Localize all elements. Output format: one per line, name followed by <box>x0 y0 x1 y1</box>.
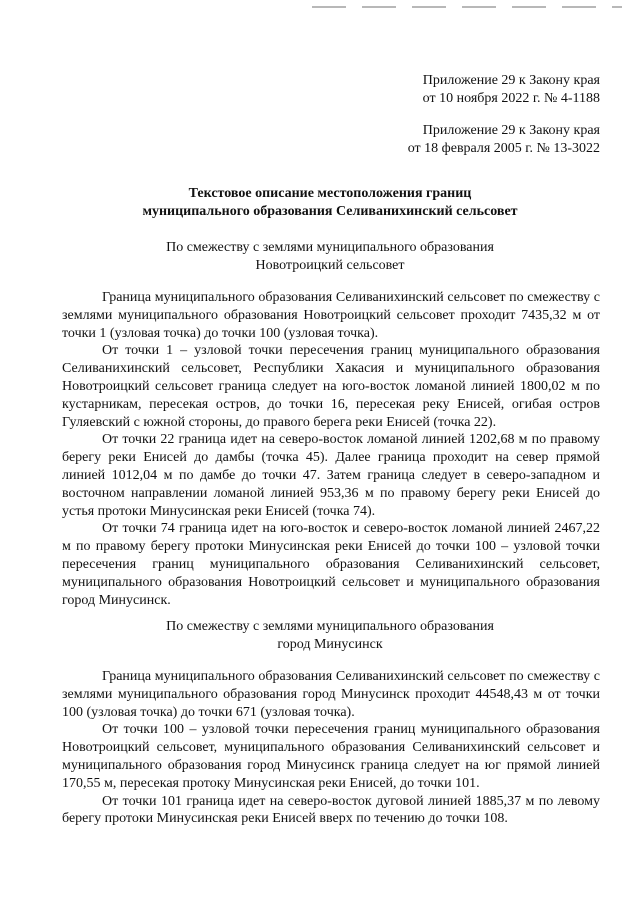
paragraph: Граница муниципального образования Селиванихинский сельсовет по смежеству с землями муниципального образования Новотроицкий сельсовет проходит 7435,32 м от точки 1 (узловая точка) до точки 100 (узловая точка). <box>62 290 600 341</box>
section-heading-line1: По смежеству с землями муниципального образования <box>166 240 494 255</box>
paragraph: От точки 22 граница идет на северо-восток ломаной линией 1202,68 м по правому берегу реки Енисей до дамбы (точка 45). Далее граница проходит на север прямой линией 1012,04 м по дамбе до точки 47. Затем граница следует в северо-западном и восточном направлении ломаной линией 953,36 м по правому берегу реки Енисей до устья протоки Минусинская реки Енисей (точка 74). <box>62 432 600 519</box>
section-body-novotroitsky <box>62 289 600 609</box>
appendix-current-reference <box>423 72 600 108</box>
paragraph: От точки 1 – узловой точки пересечения границ муниципального образования Селиванихинский сельсовет, Республики Хакасия и муниципального образования Новотроицкий сельсовет граница следует на юго-восток ломаной линией 1800,02 м по кустарникам, пересекая остров, до точки 16, пересекая реку Енисей, огибая остров Гуляевский с южной стороны, до правого берега реки Енисей (точка 22). <box>62 343 600 430</box>
document-title-line1: Текстовое описание местоположения границ <box>188 186 472 201</box>
section-heading-minusinsk <box>60 618 600 654</box>
appendix-current-line1: Приложение 29 к Закону края <box>422 73 600 88</box>
section-heading-novotroitsky <box>60 239 600 275</box>
paragraph: От точки 74 граница идет на юго-восток и северо-восток ломаной линией 2467,22 м по правому берегу протоки Минусинская реки Енисей до точки 100 – узловой точки пересечения границ муниципального образования Селиванихинский сельсовет, муниципального образования Новотроицкий сельсовет и муниципального образования город Минусинск. <box>62 521 600 608</box>
section-body-minusinsk <box>62 668 600 828</box>
document-title <box>60 185 600 221</box>
section-heading-line2: Новотроицкий сельсовет <box>255 258 405 273</box>
document-title-line2: муниципального образования Селиванихинский сельсовет <box>142 204 518 219</box>
appendix-original-line2: от 18 февраля 2005 г. № 13-3022 <box>407 141 600 156</box>
appendix-current-line2: от 10 ноября 2022 г. № 4-1188 <box>422 91 600 106</box>
paragraph: Граница муниципального образования Селиванихинский сельсовет по смежеству с землями муниципального образования город Минусинск проходит 44548,43 м от точки 100 (узловая точка) до точки 671 (узловая точка). <box>62 669 600 720</box>
section-heading-line1: По смежеству с землями муниципального образования <box>166 619 494 634</box>
appendix-original-reference <box>408 122 600 158</box>
paragraph: От точки 100 – узловой точки пересечения границ муниципального образования Новотроицкий сельсовет, муниципального образования Селиванихинский сельсовет и муниципального образования город Минусинск граница следует на юг прямой линией 170,55 м, пересекая протоку Минусинская реки Енисей, до точки 101. <box>62 722 600 791</box>
section-heading-line2: город Минусинск <box>277 637 383 652</box>
scan-edge-mark <box>312 6 622 8</box>
paragraph: От точки 101 граница идет на северо-восток дуговой линией 1885,37 м по левому берегу протоки Минусинская реки Енисей вверх по течению до точки 108. <box>62 793 600 827</box>
appendix-original-line1: Приложение 29 к Закону края <box>422 123 600 138</box>
